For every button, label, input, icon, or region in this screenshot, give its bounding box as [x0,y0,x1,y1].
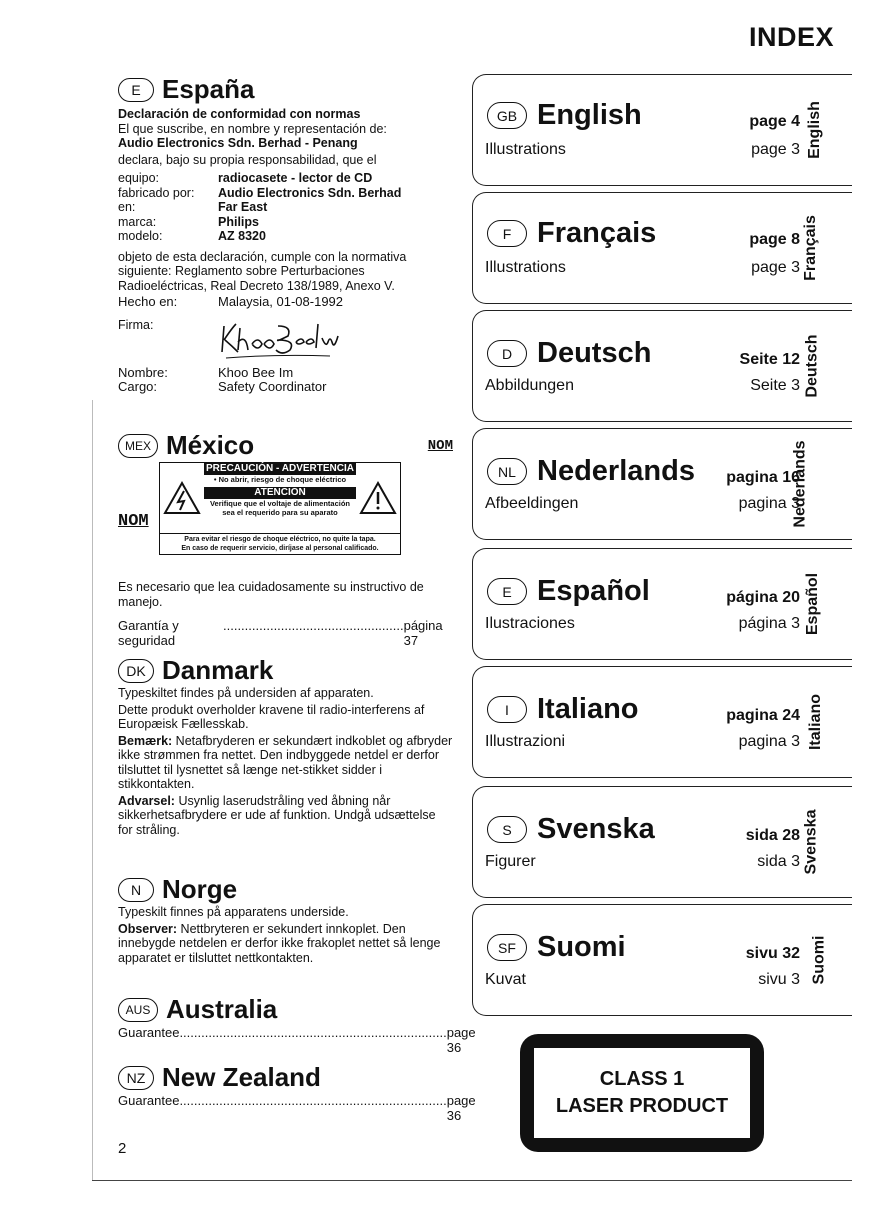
signature-image [218,318,348,362]
lang-illustrations: Illustrazioni [485,733,566,750]
garantia-dots: .................................................. [223,618,404,633]
lang-box-svenska[interactable] [472,786,852,898]
advarsel-text: Usynlig laserudstråling ved åbning når sikkerhetsafbrydere er ude af funktion. Undgå udsættelse for stråling. [118,793,436,837]
lang-title: Español [537,575,650,607]
mexico-badge-icon: MEX [118,434,158,458]
field-label: marca: [118,214,157,229]
danmark-p4 [118,794,453,838]
lang-title: Deutsch [537,337,652,369]
field-value: Audio Electronics Sdn. Berhad [218,185,402,200]
section-mexico [118,430,453,648]
nombre-value: Khoo Bee Im [218,364,294,380]
lang-badge-icon: I [487,696,527,723]
lang-illustrations: Kuvat [485,971,526,988]
index-title: INDEX [748,22,834,52]
lang-box-italiano[interactable] [472,666,852,778]
lang-title: English [537,99,642,131]
lang-side-tab: Español [803,572,821,636]
danmark-title: Danmark [162,655,274,685]
cargo-value: Safety Coordinator [218,379,327,394]
lang-badge-icon: D [487,340,527,367]
lang-title: Italiano [537,693,639,725]
danmark-p2: Dette produkt overholder kravene til radio-interferens af Europæisk Fællesskab. [118,702,425,731]
garantia-page: página 37 [403,618,443,648]
bemaerk-text: Netafbryderen er sekundært indkoblet og afbryder ikke strømmen fra nettet. Den indbyggede netdel er derfor tilsluttet til lysnettet så længe net-stikket sidder i stikkontakten. [118,733,453,791]
guarantee-dots: .......................................................................... [179,1093,447,1108]
espana-company: Audio Electronics Sdn. Berhad - Penang [118,136,358,150]
warning-title: PRECAUCIÓN - ADVERTENCIA [204,463,356,475]
hecho-value: Malaysia, 01-08-1992 [218,294,344,309]
firma-label: Firma: [118,317,154,332]
lang-box-deutsch[interactable] [472,310,852,422]
laser-product: LASER PRODUCT [555,1095,729,1117]
nombre-label: Nombre: [118,364,168,380]
lang-title: Svenska [537,813,655,845]
lang-badge-icon: GB [487,102,527,129]
lang-illustrations: Abbildungen [485,377,574,394]
guarantee-page: page 36 [446,1093,476,1123]
lang-side-tab: Italiano [806,693,824,751]
field-value: Far East [218,200,268,214]
warning-label [159,462,401,555]
field-value: radiocasete - lector de CD [218,171,373,185]
norge-title: Norge [162,874,238,904]
newzealand-title: New Zealand [162,1062,321,1092]
lang-side-tab: English [806,101,824,159]
lang-badge-icon: E [487,578,527,605]
australia-badge-icon: AUS [118,998,158,1022]
section-espana [118,74,453,395]
espana-title: España [162,74,255,104]
lang-page: sivu 32 [745,945,800,962]
laser-product-label [520,1034,764,1152]
field-value: Philips [218,214,259,229]
australia-guarantee [118,1025,476,1055]
lang-page: sida 28 [745,827,800,844]
lang-page: pagina 16 [726,469,800,486]
lang-illustrations-page: Seite 3 [750,377,800,394]
observer-label: Observer: [118,921,178,936]
hecho-label: Hecho en: [118,294,178,309]
nom-mark-left: NOM [118,512,149,531]
lang-illustrations: Ilustraciones [485,615,575,632]
lang-illustrations: Illustrations [485,141,566,158]
espana-badge-icon: E [118,78,154,102]
danmark-p1: Typeskiltet findes på undersiden af apparaten. [118,686,374,700]
garantia-line [118,618,453,648]
australia-title: Australia [166,994,278,1024]
lang-page: Seite 12 [739,351,800,368]
lang-box-english[interactable] [472,74,852,186]
lang-side-tab: Français [802,215,820,281]
field-label: equipo: [118,171,160,185]
warning-bottom2: En caso de requerir servicio, diríjase al personal calificado. [181,545,379,552]
espana-line1: El que suscribe, en nombre y representación de: [118,121,387,136]
warning-line: • No abrir, riesgo de choque eléctrico [213,475,347,484]
danmark-badge-icon: DK [118,659,154,683]
section-newzealand [118,1062,476,1123]
lang-side-tab: Suomi [810,935,828,985]
mexico-title: México [166,430,255,460]
lang-page: page 8 [749,231,800,248]
lang-title: Français [537,217,657,249]
lang-badge-icon: F [487,220,527,247]
lang-illustrations-page: page 3 [751,141,800,158]
espana-subtitle: Declaración de conformidad con normas [118,107,361,121]
lang-illustrations: Figurer [485,853,536,870]
lang-page: page 4 [749,113,800,130]
guarantee-dots: .......................................................................... [179,1025,447,1040]
page-edge-line [92,400,93,1180]
page-bottom-line [92,1180,852,1181]
exclamation-warning-icon [356,463,400,533]
guarantee-label: Guarantee [118,1093,180,1108]
section-danmark [118,655,453,837]
newzealand-badge-icon: NZ [118,1066,154,1090]
field-value: AZ 8320 [218,229,266,243]
shock-warning-icon [160,463,204,533]
lang-page: página 20 [726,589,800,606]
field-label: fabricado por: [118,185,195,200]
lang-box-francais[interactable] [472,192,852,304]
bemaerk-label: Bemærk: [118,733,173,748]
lang-illustrations-page: pagina 3 [738,733,800,750]
espana-line2: declara, bajo su propia responsabilidad, que el [118,152,377,167]
espana-text: objeto de esta declaración, cumple con la normativa siguiente: Reglamento sobre Perturbaciones Radioeléctricas, Real Decreto 138/1989, Anexo V. [118,249,407,293]
norge-badge-icon: N [118,878,154,902]
observer-text: Nettbryteren er sekundert innkoplet. Den innebygde netdelen er derfor ikke frakoplet nettet så lenge apparatet er tilsluttet nettkontakten. [118,921,441,965]
atencion-title: ATENCION [204,487,356,499]
lang-title: Nederlands [537,455,695,487]
lang-box-espanol[interactable] [472,548,852,660]
section-norge [118,874,453,965]
signature [218,318,453,366]
cargo-label: Cargo: [118,379,158,394]
lang-page: pagina 24 [726,707,800,724]
lang-illustrations-page: sida 3 [757,853,800,870]
garantia-label: Garantía y seguridad [118,618,179,648]
lang-box-suomi[interactable] [472,904,852,1016]
lang-illustrations-page: página 3 [738,615,800,632]
danmark-p3 [118,734,453,792]
lang-illustrations-page: sivu 3 [758,971,800,988]
atencion-text2: sea el requerido para su aparato [222,508,338,517]
lang-side-tab: Svenska [802,809,820,875]
guarantee-page: page 36 [446,1025,476,1055]
lang-illustrations-page: pagina 3 [738,495,800,512]
lang-title: Suomi [537,931,626,963]
espana-fields [118,171,453,244]
lang-badge-icon: SF [487,934,527,961]
lang-illustrations: Illustrations [485,259,566,276]
lang-illustrations: Afbeeldingen [485,495,579,512]
lang-side-tab: Nederlands [791,440,809,528]
norge-p1: Typeskilt finnes på apparatens underside. [118,905,349,919]
page-number: 2 [118,1140,127,1157]
lang-illustrations-page: page 3 [751,259,800,276]
warning-bottom1: Para evitar el riesgo de choque eléctrico, no quite la tapa. [184,536,376,543]
section-australia [118,994,476,1055]
advarsel-label: Advarsel: [118,793,175,808]
atencion-text1: Verifique que el voltaje de alimentación [209,499,351,508]
lang-badge-icon: NL [487,458,527,485]
lang-box-nederlands[interactable] [472,428,852,540]
lang-side-tab: Deutsch [803,334,821,398]
guarantee-label: Guarantee [118,1025,180,1040]
laser-class: CLASS 1 [599,1068,685,1090]
field-label: modelo: [118,229,163,243]
field-label: en: [118,200,136,214]
lang-badge-icon: S [487,816,527,843]
nom-mark-top: NOM [427,438,453,454]
mexico-text: Es necesario que lea cuidadosamente su instructivo de manejo. [118,580,424,609]
norge-p2 [118,922,453,966]
newzealand-guarantee [118,1093,476,1123]
